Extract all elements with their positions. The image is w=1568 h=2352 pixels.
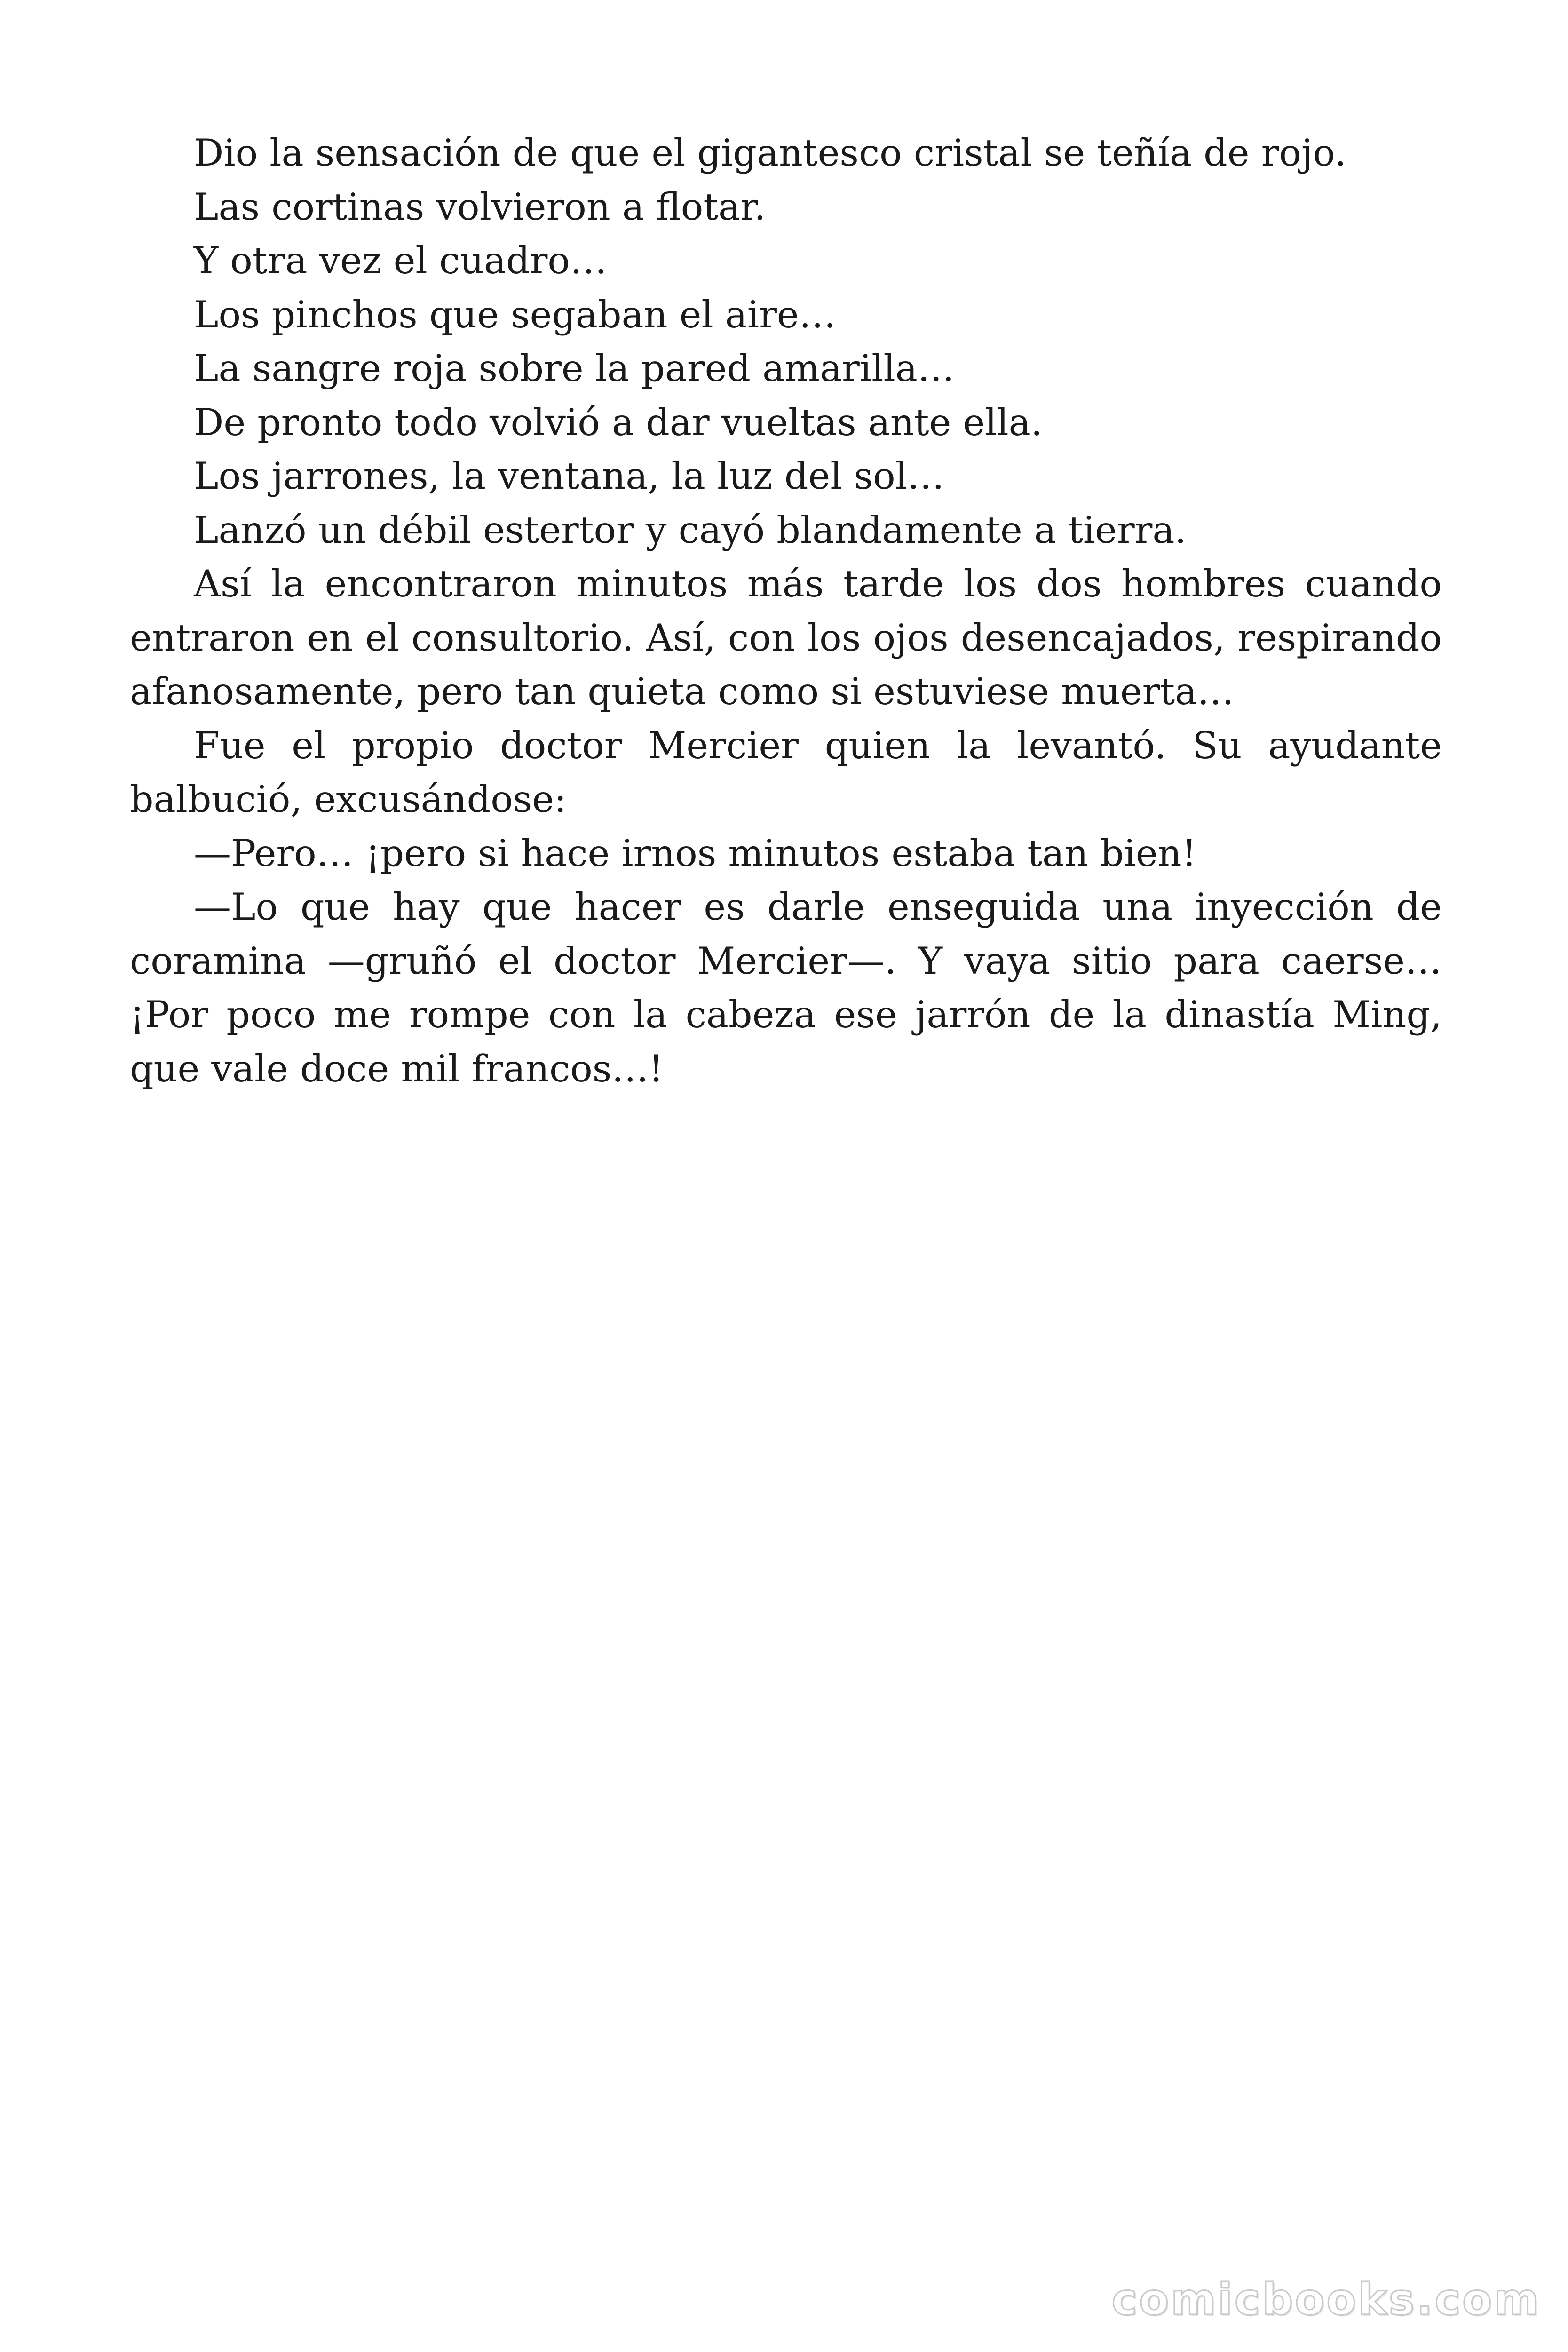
paragraph: Las cortinas volvieron a flotar.: [194, 185, 766, 229]
paragraph: Dio la sensación de que el gigantesco cristal se teñía de rojo.: [194, 131, 1346, 175]
body-text: [130, 126, 1442, 1096]
paragraph: —Pero… ¡pero si hace irnos minutos estaba tan bien!: [194, 831, 1197, 875]
paragraph: Fue el propio doctor Mercier quien la levantó. Su ayudante balbució, excusándose:: [130, 723, 1442, 821]
paragraph: Y otra vez el cuadro…: [194, 239, 607, 282]
paragraph: Los pinchos que segaban el aire…: [194, 293, 836, 336]
paragraph: Lanzó un débil estertor y cayó blandamente a tierra.: [194, 508, 1187, 552]
paragraph: La sangre roja sobre la pared amarilla…: [194, 347, 955, 390]
site-watermark: comicbooks.com: [1111, 2274, 1541, 2325]
paragraph: Así la encontraron minutos más tarde los dos hombres cuando entraron en el consultorio. Así, con los ojos desencajados, respirando afanosamente, pero tan quieta como si estuviese muerta…: [130, 562, 1442, 713]
paragraph: De pronto todo volvió a dar vueltas ante ella.: [194, 400, 1043, 444]
paragraph: Los jarrones, la ventana, la luz del sol…: [194, 454, 944, 498]
paragraph: —Lo que hay que hacer es darle enseguida una inyección de coramina —gruñó el doctor Mercier—. Y vaya sitio para caerse… ¡Por poco me rompe con la cabeza ese jarrón de la dinastía Ming, que vale doce mil francos…!: [130, 885, 1442, 1090]
